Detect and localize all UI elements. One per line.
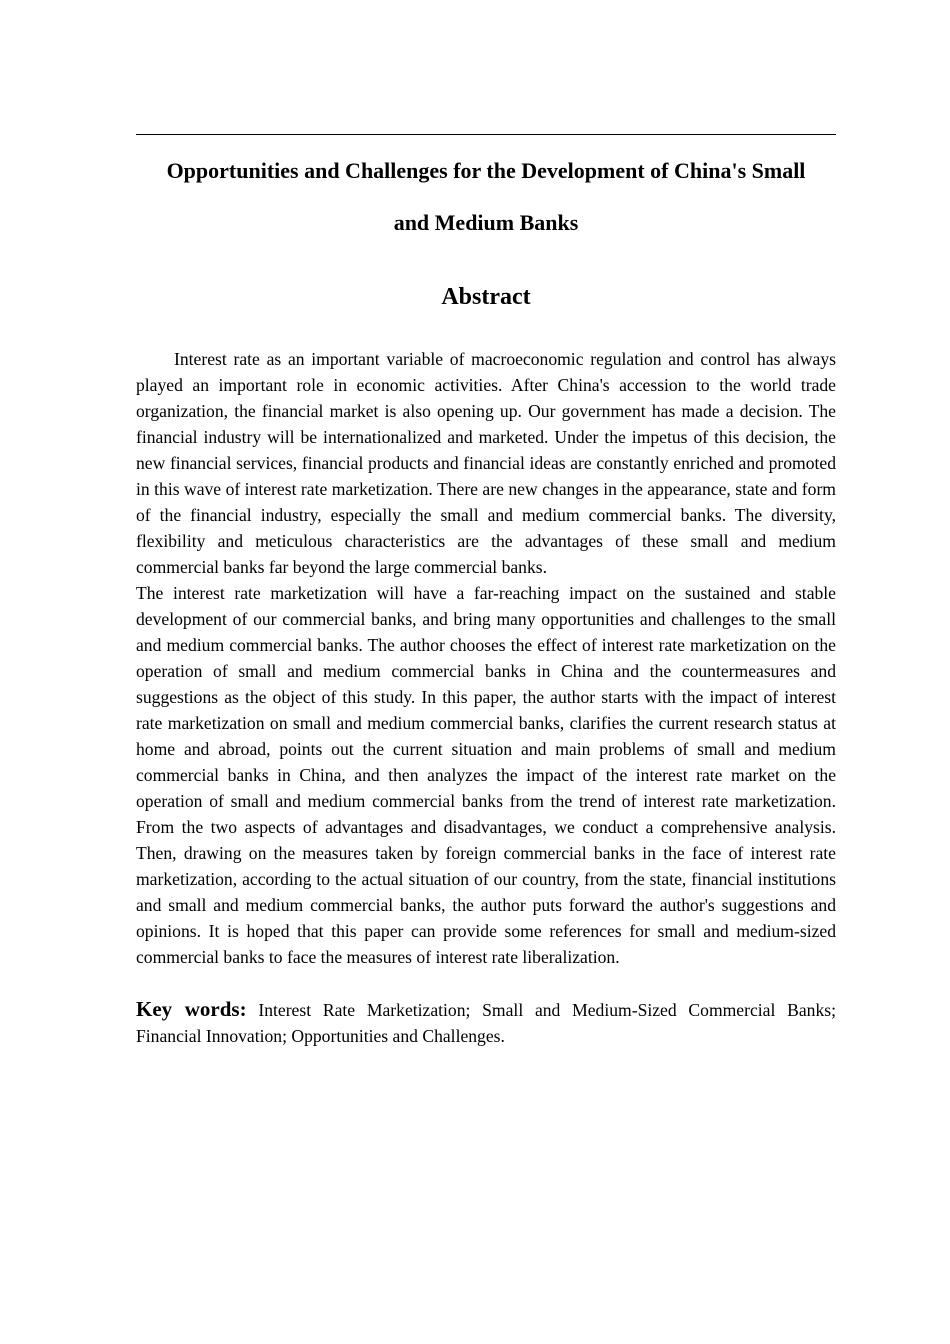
abstract-paragraph-2: The interest rate marketization will have a far-reaching impact on the sustained and stable development of our commercial banks, and bring many opportunities and challenges to the small and medium commercial banks. The author chooses the effect of interest rate marketization on the operation of small and medium commercial banks in China and the countermeasures and suggestions as the object of this study. In this paper, the author starts with the impact of interest rate marketization on small and medium commercial banks, clarifies the current research status at home and abroad, points out the current situation and main problems of small and medium commercial banks in China, and then analyzes the impact of the interest rate market on the operation of small and medium commercial banks from the trend of interest rate marketization. From the two aspects of advantages and disadvantages, we conduct a comprehensive analysis. Then, drawing on the measures taken by foreign commercial banks in the face of interest rate marketization, according to the actual situation of our country, from the state, financial institutions and small and medium commercial banks, the author puts forward the author's suggestions and opinions. It is hoped that this paper can provide some references for small and medium-sized commercial banks to face the measures of interest rate liberalization.	[136, 583, 836, 967]
paper-title	[136, 145, 836, 249]
abstract-heading: Abstract	[441, 284, 531, 310]
abstract-body	[136, 346, 836, 970]
keywords-label: Key words:	[136, 997, 247, 1021]
title-line-1: Opportunities and Challenges for the Development of China's Small	[166, 158, 806, 183]
title-line-2: and Medium Banks	[393, 210, 579, 235]
keywords-text: Interest Rate Marketization; Small and Medium-Sized Commercial Banks; Financial Innovation; Opportunities and Challenges.	[136, 1000, 836, 1046]
abstract-paragraph-1: Interest rate as an important variable of macroeconomic regulation and control has always played an important role in economic activities. After China's accession to the world trade organization, the financial market is also opening up. Our government has made a decision. The financial industry will be internationalized and marketed. Under the impetus of this decision, the new financial services, financial products and financial ideas are constantly enriched and promoted in this wave of interest rate marketization. There are new changes in the appearance, state and form of the financial industry, especially the small and medium commercial banks. The diversity, flexibility and meticulous characteristics are the advantages of these small and medium commercial banks far beyond the large commercial banks.	[136, 349, 836, 577]
header-rule	[136, 134, 836, 135]
keywords-block	[136, 996, 836, 1049]
paper-page	[136, 134, 836, 1049]
